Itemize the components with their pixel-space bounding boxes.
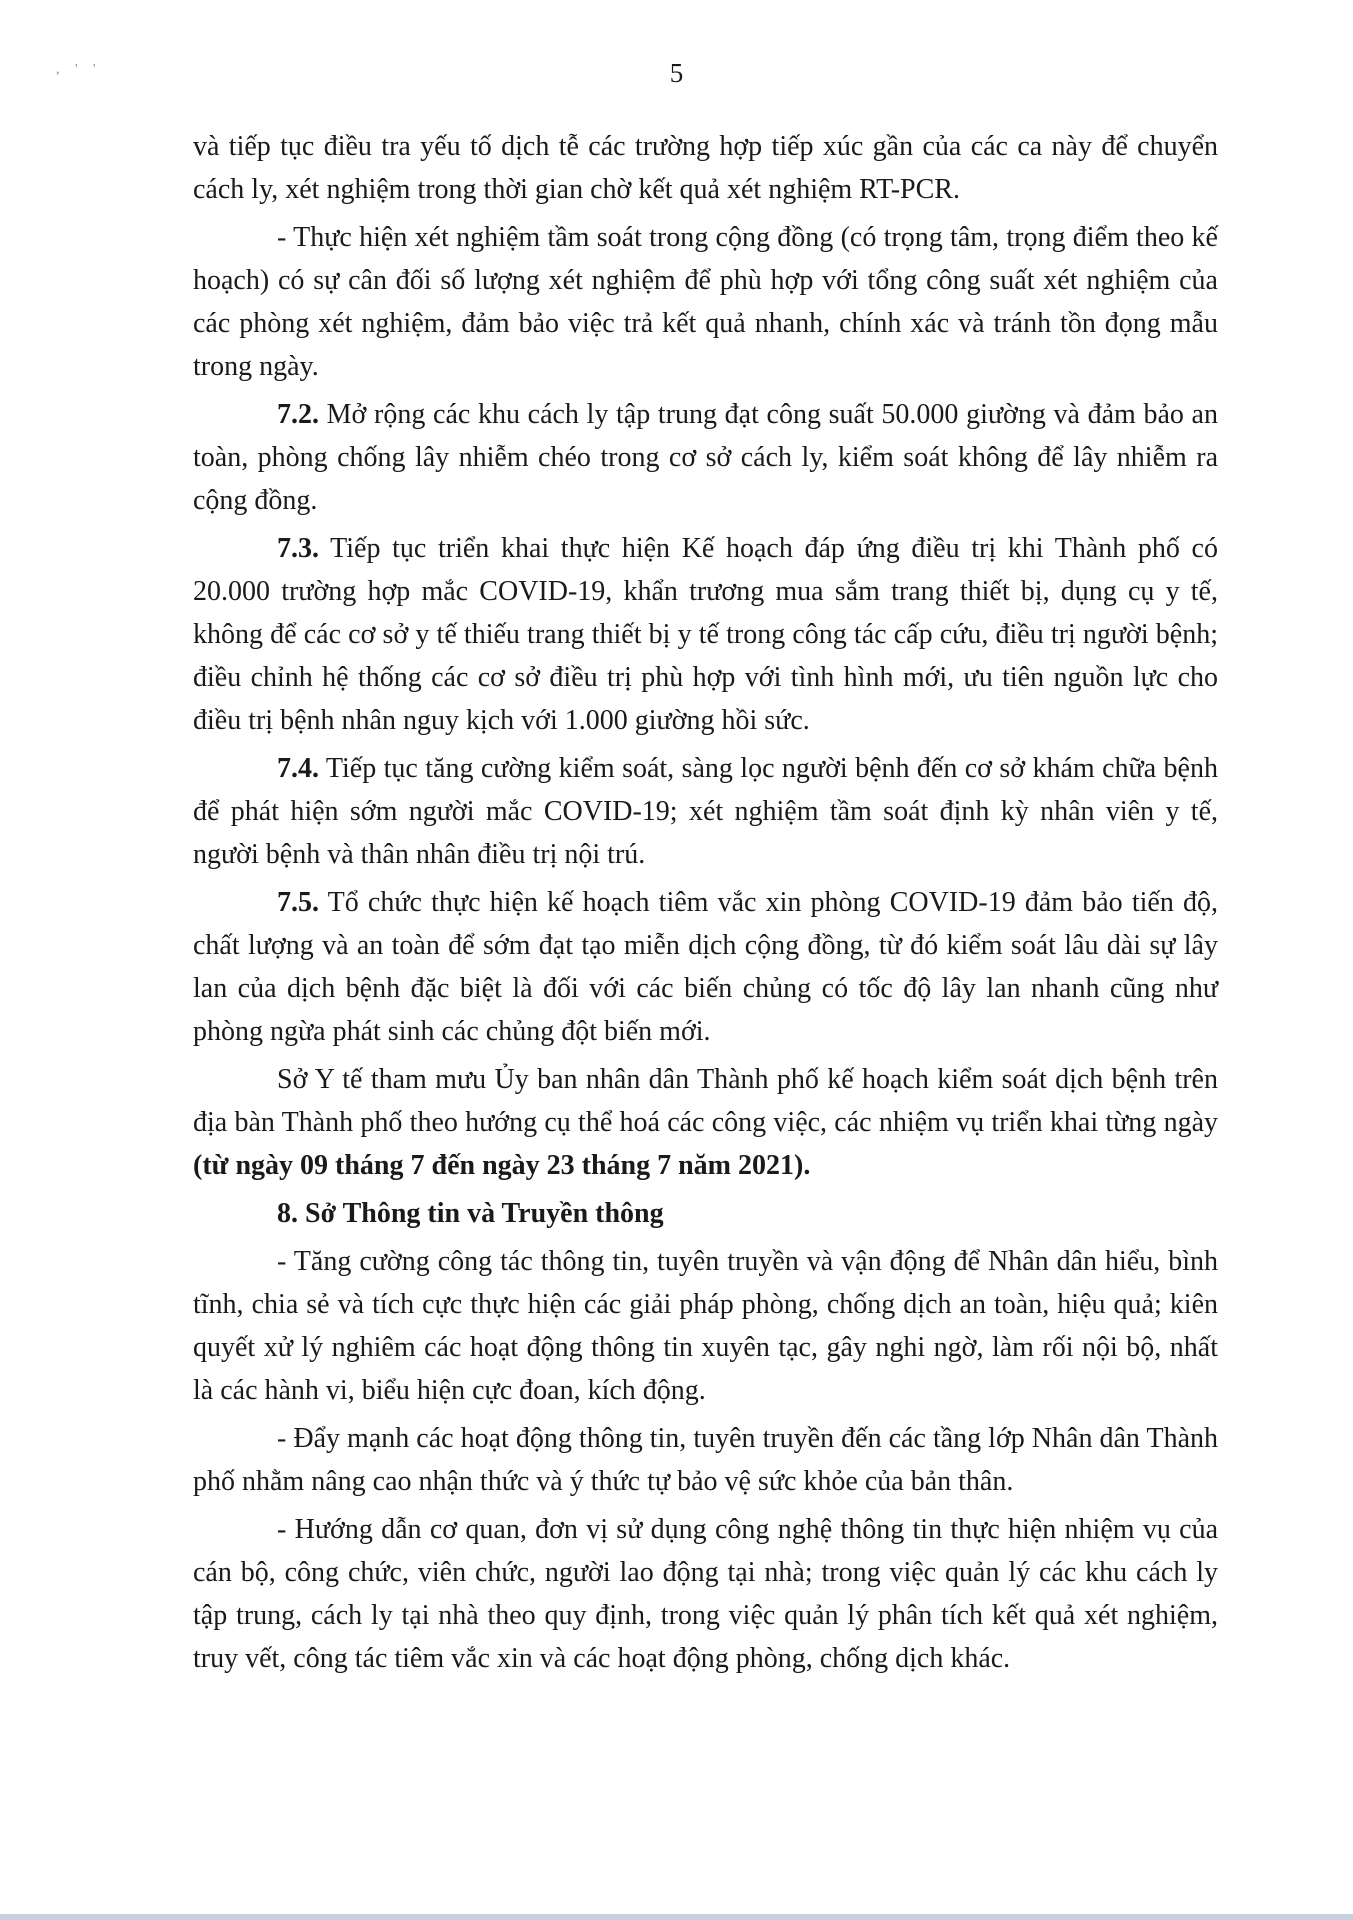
paragraph-text: Sở Y tế tham mưu Ủy ban nhân dân Thành phố kế hoạch kiểm soát dịch bệnh trên địa bàn Thành phố theo hướng cụ thể hoá các công việc, các nhiệm vụ triển khai từng ngày (193, 1064, 1218, 1138)
document-body (193, 125, 1218, 1685)
paragraph-info-3 (193, 1508, 1218, 1680)
date-range: (từ ngày 09 tháng 7 đến ngày 23 tháng 7 năm 2021). (193, 1150, 811, 1181)
paragraph-7-2 (193, 393, 1218, 522)
paragraph-text: - Tăng cường công tác thông tin, tuyên truyền và vận động để Nhân dân hiểu, bình tĩnh, chia sẻ và tích cực thực hiện các giải pháp phòng, chống dịch an toàn, hiệu quả; kiên quyết xử lý nghiêm các hoạt động thông tin xuyên tạc, gây nghi ngờ, làm rối nội bộ, nhất là các hành vi, biểu hiện cực đoan, kích động. (193, 1246, 1218, 1406)
paragraph-health-dept (193, 1058, 1218, 1187)
section-number: 7.3. (277, 533, 319, 564)
section-heading-8 (193, 1192, 1218, 1235)
paragraph-text: - Hướng dẫn cơ quan, đơn vị sử dụng công nghệ thông tin thực hiện nhiệm vụ của cán bộ, công chức, viên chức, người lao động tại nhà; trong việc quản lý các khu cách ly tập trung, cách ly tại nhà theo quy định, trong việc quản lý phân tích kết quả xét nghiệm, truy vết, công tác tiêm vắc xin và các hoạt động phòng, chống dịch khác. (193, 1514, 1218, 1674)
paragraph-7-5 (193, 881, 1218, 1053)
heading-text: 8. Sở Thông tin và Truyền thông (277, 1198, 664, 1229)
paragraph-continuation (193, 125, 1218, 211)
paragraph-text: - Đẩy mạnh các hoạt động thông tin, tuyên truyền đến các tầng lớp Nhân dân Thành phố nhằm nâng cao nhận thức và ý thức tự bảo vệ sức khỏe của bản thân. (193, 1423, 1218, 1497)
scan-bottom-edge (0, 1914, 1353, 1920)
paragraph-testing (193, 216, 1218, 388)
paragraph-text: - Thực hiện xét nghiệm tầm soát trong cộng đồng (có trọng tâm, trọng điểm theo kế hoạch) có sự cân đối số lượng xét nghiệm để phù hợp với tổng công suất xét nghiệm của các phòng xét nghiệm, đảm bảo việc trả kết quả nhanh, chính xác và tránh tồn đọng mẫu trong ngày. (193, 222, 1218, 382)
paragraph-text: Tiếp tục triển khai thực hiện Kế hoạch đáp ứng điều trị khi Thành phố có 20.000 trường hợp mắc COVID-19, khẩn trương mua sắm trang thiết bị, dụng cụ y tế, không để các cơ sở y tế thiếu trang thiết bị y tế trong công tác cấp cứu, điều trị người bệnh; điều chỉnh hệ thống các cơ sở điều trị phù hợp với tình hình mới, ưu tiên nguồn lực cho điều trị bệnh nhân nguy kịch với 1.000 giường hồi sức. (193, 533, 1218, 736)
paragraph-7-3 (193, 527, 1218, 742)
paragraph-text: Mở rộng các khu cách ly tập trung đạt công suất 50.000 giường và đảm bảo an toàn, phòng chống lây nhiễm chéo trong cơ sở cách ly, kiểm soát không để lây nhiễm ra cộng đồng. (193, 399, 1218, 516)
paragraph-7-4 (193, 747, 1218, 876)
paragraph-info-1 (193, 1240, 1218, 1412)
page-number: 5 (669, 58, 684, 88)
section-number: 7.4. (277, 753, 319, 784)
paragraph-text: Tiếp tục tăng cường kiểm soát, sàng lọc người bệnh đến cơ sở khám chữa bệnh để phát hiện sớm người mắc COVID-19; xét nghiệm tầm soát định kỳ nhân viên y tế, người bệnh và thân nhân điều trị nội trú. (193, 753, 1218, 870)
paragraph-text: Tổ chức thực hiện kế hoạch tiêm vắc xin phòng COVID-19 đảm bảo tiến độ, chất lượng và an toàn để sớm đạt tạo miễn dịch cộng đồng, từ đó kiểm soát lâu dài sự lây lan của dịch bệnh đặc biệt là đối với các biến chủng có tốc độ lây lan nhanh cũng như phòng ngừa phát sinh các chủng đột biến mới. (193, 887, 1218, 1047)
section-number: 7.5. (277, 887, 319, 918)
scan-marks: , ' ' (56, 62, 102, 77)
paragraph-info-2 (193, 1417, 1218, 1503)
section-number: 7.2. (277, 399, 319, 430)
paragraph-text: và tiếp tục điều tra yếu tố dịch tễ các trường hợp tiếp xúc gần của các ca này để chuyển cách ly, xét nghiệm trong thời gian chờ kết quả xét nghiệm RT-PCR. (193, 131, 1218, 205)
